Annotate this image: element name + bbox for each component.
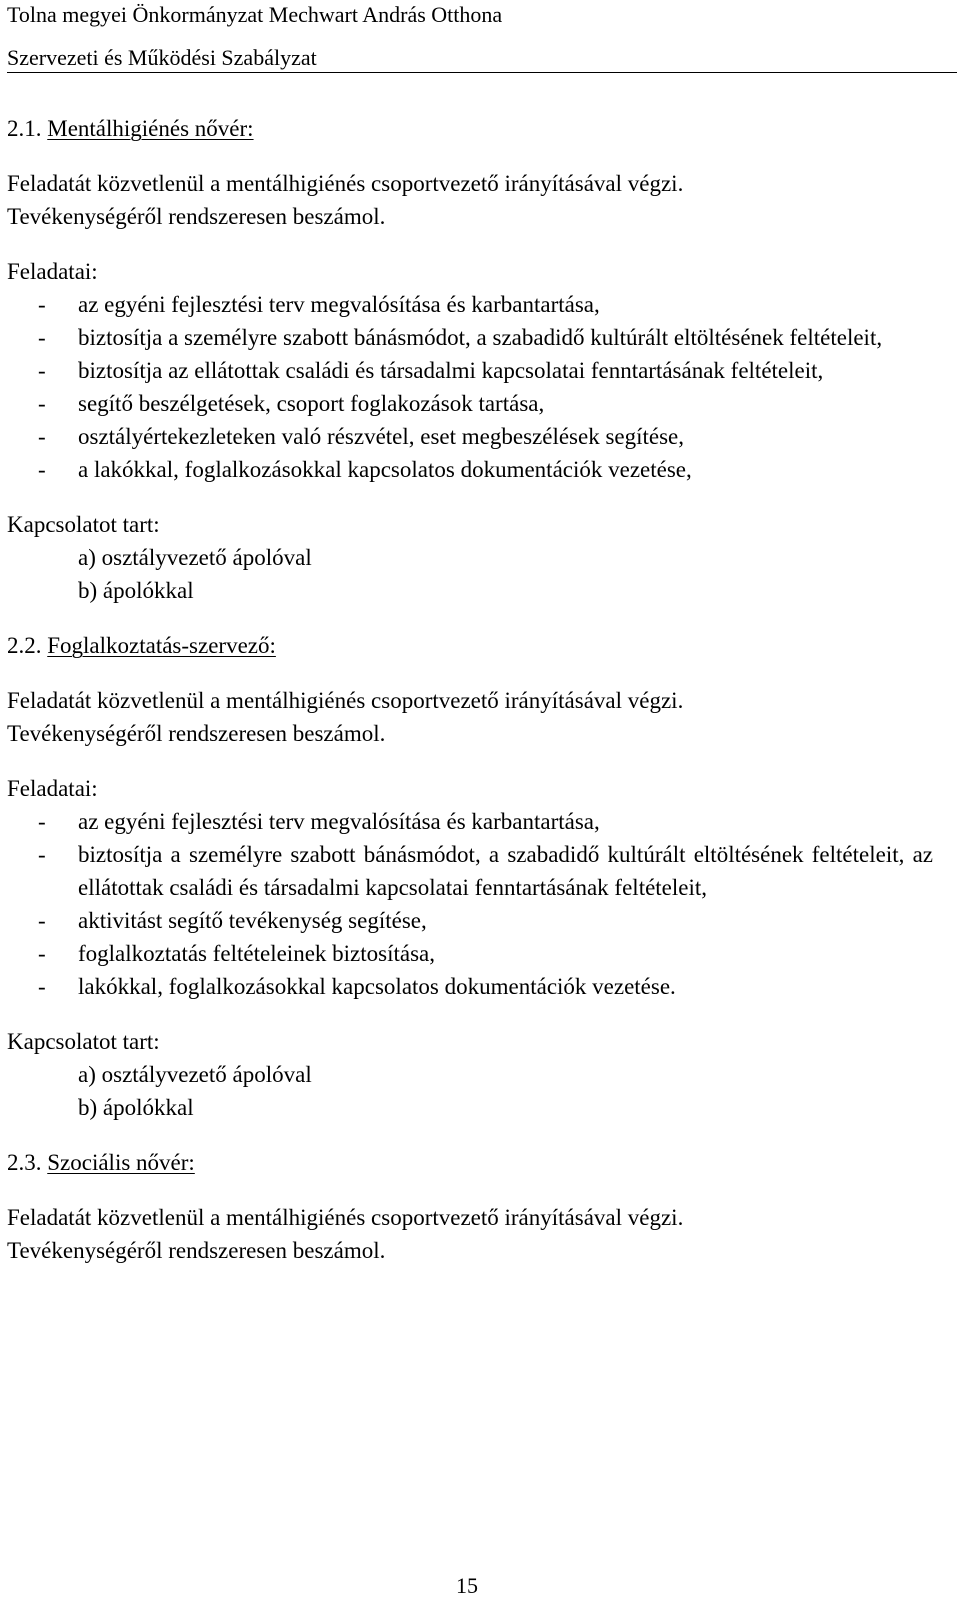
page-number: 15 bbox=[456, 1573, 478, 1598]
section-number: 2.1. bbox=[7, 116, 42, 141]
section-title: Mentálhigiénés nővér: bbox=[47, 116, 254, 141]
list-item: - biztosítja a személyre szabott bánásmódot, a szabadidő kultúrált eltöltésének feltételeit, bbox=[7, 321, 933, 354]
section-intro-line: Feladatát közvetlenül a mentálhigiénés csoportvezető irányításával végzi. bbox=[7, 171, 684, 196]
section-intro-line: Feladatát közvetlenül a mentálhigiénés csoportvezető irányításával végzi. bbox=[7, 1205, 684, 1230]
list-item: - a lakókkal, foglalkozásokkal kapcsolatos dokumentációk vezetése, bbox=[7, 453, 933, 486]
section-intro-line: Tevékenységéről rendszeresen beszámol. bbox=[7, 204, 386, 229]
contacts-label: Kapcsolatot tart: bbox=[7, 1029, 160, 1054]
page-header bbox=[7, 0, 960, 73]
list-item: b) ápolókkal bbox=[78, 1095, 194, 1120]
list-item: a) osztályvezető ápolóval bbox=[78, 1062, 312, 1087]
section-intro-line: Tevékenységéről rendszeresen beszámol. bbox=[7, 1238, 386, 1263]
task-list bbox=[7, 805, 933, 1003]
section-intro-line: Feladatát közvetlenül a mentálhigiénés csoportvezető irányításával végzi. bbox=[7, 688, 684, 713]
list-item: - lakókkal, foglalkozásokkal kapcsolatos dokumentációk vezetése. bbox=[7, 970, 933, 1003]
section-heading-2-3 bbox=[7, 1146, 933, 1179]
document-body bbox=[7, 112, 933, 1267]
list-item: - foglalkoztatás feltételeinek biztosítása, bbox=[7, 937, 933, 970]
document-title: Szervezeti és Működési Szabályzat bbox=[7, 44, 957, 73]
list-item: - az egyéni fejlesztési terv megvalósítása és karbantartása, bbox=[7, 288, 933, 321]
section-number: 2.2. bbox=[7, 633, 42, 658]
tasks-label: Feladatai: bbox=[7, 776, 98, 801]
list-item: - az egyéni fejlesztési terv megvalósítása és karbantartása, bbox=[7, 805, 933, 838]
contacts-label: Kapcsolatot tart: bbox=[7, 512, 160, 537]
list-item: - biztosítja a személyre szabott bánásmódot, a szabadidő kultúrált eltöltésének feltételeit, az ellátottak családi és társadalmi kapcsolatai fenntartásának feltételeit, bbox=[7, 838, 933, 904]
section-heading-2-2 bbox=[7, 629, 933, 662]
task-list bbox=[7, 288, 933, 486]
list-item: b) ápolókkal bbox=[78, 578, 194, 603]
section-title: Foglalkoztatás-szervező: bbox=[47, 633, 276, 658]
section-title: Szociális nővér: bbox=[47, 1150, 195, 1175]
section-intro-line: Tevékenységéről rendszeresen beszámol. bbox=[7, 721, 386, 746]
list-item: - biztosítja az ellátottak családi és társadalmi kapcsolatai fenntartásának feltételeit, bbox=[7, 354, 933, 387]
section-number: 2.3. bbox=[7, 1150, 42, 1175]
organization-name: Tolna megyei Önkormányzat Mechwart András Otthona bbox=[7, 2, 503, 27]
tasks-label: Feladatai: bbox=[7, 259, 98, 284]
list-item: - osztályértekezleteken való részvétel, eset megbeszélések segítése, bbox=[7, 420, 933, 453]
list-item: - aktivitást segítő tevékenység segítése, bbox=[7, 904, 933, 937]
list-item: a) osztályvezető ápolóval bbox=[78, 545, 312, 570]
list-item: - segítő beszélgetések, csoport foglakozások tartása, bbox=[7, 387, 933, 420]
section-heading-2-1 bbox=[7, 112, 933, 145]
